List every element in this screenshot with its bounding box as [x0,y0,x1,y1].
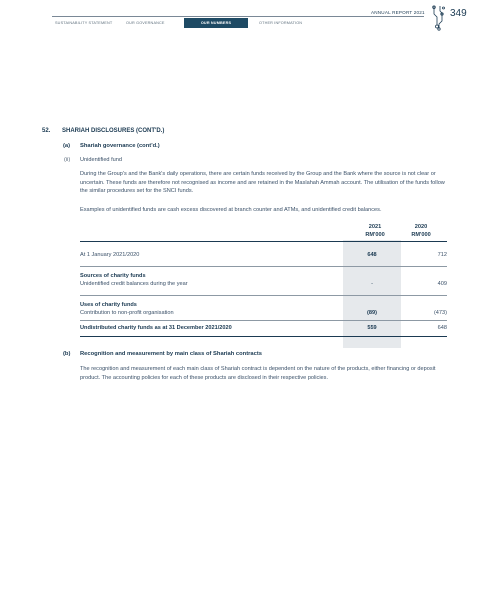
tab-other-information[interactable]: OTHER INFORMATION [259,21,303,25]
recognition-paragraph: The recognition and measurement of each main class of Shariah contract is dependent on the nature of the products, either financing or deposit product. The accounting policies for each of these products are disclosed in their respective policies. [80,366,436,381]
table-top-rule [80,241,447,242]
column-2021-unit: RM'000 [365,231,385,238]
column-header-2020 [401,224,441,239]
row-closing-balance-label: Undistributed charity funds as at 31 December 2021/2020 [80,325,232,331]
subsection-b-mark: (b) [63,351,71,357]
column-2021-year: 2021 [368,224,382,230]
row-closing-balance-2021: 559 [367,325,377,331]
header-rule [52,16,424,17]
row-sources-2020: 409 [437,281,447,287]
item-ii-title: Unidentified fund [80,157,122,163]
page-number: 349 [450,8,467,19]
section-title: SHARIAH DISCLOSURES (CONT'D.) [62,128,165,134]
unidentified-fund-paragraph: During the Group's and the Bank's daily operations, there are certain funds received by the Group and the Bank where the source is not clear or uncertain. These funds are therefore not recognised as income and are retained in the Maslahah Ammah account. The utilisation of the funds follow the similar procedures set for the SNCI funds. [80,171,445,195]
circuit-icon [430,5,446,31]
tab-our-governance[interactable]: OUR GOVERNANCE [126,21,165,25]
subsection-a-title: Shariah governance (cont'd.) [80,143,160,149]
section-tabs [52,18,318,28]
row-uses-2020: (473) [433,310,447,316]
table-rule [80,266,447,267]
row-opening-balance-2020: 712 [437,252,447,258]
table-rule [80,295,447,296]
subsection-b-title: Recognition and measurement by main class of Shariah contracts [80,351,263,357]
section-number: 52. [42,128,51,134]
uses-heading: Uses of charity funds [80,302,137,308]
column-2020-unit: RM'000 [411,231,431,238]
row-opening-balance-label: At 1 January 2021/2020 [80,252,140,258]
item-ii-mark: (ii) [64,157,71,163]
row-opening-balance-2021: 648 [367,252,377,258]
table-rule [80,320,447,321]
row-uses-2021: (89) [367,310,377,316]
row-sources-label: Unidentified credit balances during the year [80,281,188,287]
subsection-a-mark: (a) [63,143,71,149]
row-sources-2021: - [371,281,373,287]
examples-paragraph: Examples of unidentified funds are cash excess discovered at branch counter and ATMs, and unidentified credit balances. [80,207,382,213]
table-bottom-rule [80,336,447,337]
column-header-2021 [355,224,395,239]
tab-sustainability-statement[interactable]: SUSTAINABILITY STATEMENT [55,21,113,25]
sources-heading: Sources of charity funds [80,273,146,279]
row-uses-label: Contribution to non-profit organisation [80,310,174,316]
row-closing-balance-2020: 648 [437,325,447,331]
column-2020-year: 2020 [414,224,428,230]
tab-our-numbers[interactable]: OUR NUMBERS [184,18,248,28]
report-label: ANNUAL REPORT 2021 [371,10,425,15]
